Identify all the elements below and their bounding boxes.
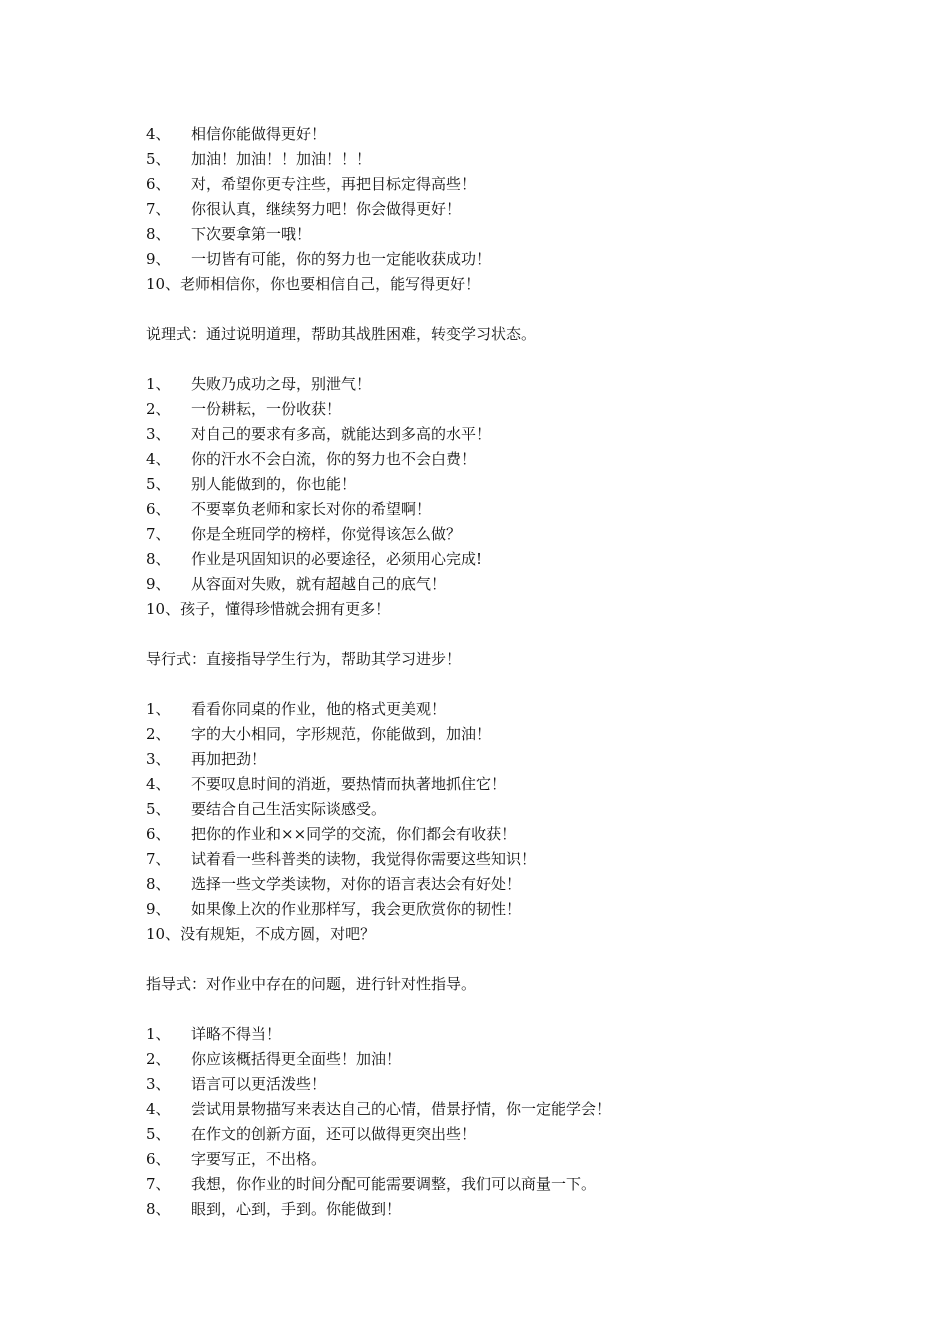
- item-number: 7、: [146, 850, 171, 868]
- item-number: 10、: [146, 600, 181, 618]
- list-item: [146, 1047, 846, 1072]
- item-text: 孩子，懂得珍惜就会拥有更多！: [180, 600, 391, 618]
- item-text: 语言可以更活泼些！: [191, 1075, 327, 1093]
- item-text: 别人能做到的，你也能！: [191, 475, 357, 493]
- item-text: 失败乃成功之母，别泄气！: [191, 375, 372, 393]
- item-number: 10、: [146, 925, 181, 943]
- item-number: 7、: [146, 525, 171, 543]
- spacer: [146, 622, 846, 647]
- item-number: 9、: [146, 575, 171, 593]
- list-item: [146, 272, 846, 297]
- item-number: 1、: [146, 375, 171, 393]
- item-text: 详略不得当！: [191, 1025, 282, 1043]
- item-number: 8、: [146, 1200, 171, 1218]
- list-item: [146, 222, 846, 247]
- item-number: 4、: [146, 1100, 171, 1118]
- list-item: [146, 472, 846, 497]
- list-item: [146, 397, 846, 422]
- item-text: 不要辜负老师和家长对你的希望啊！: [191, 500, 432, 518]
- item-text: 选择一些文学类读物，对你的语言表达会有好处！: [191, 875, 522, 893]
- item-number: 5、: [146, 1125, 171, 1143]
- comment-list-guiding: [146, 697, 846, 947]
- document-page: [146, 122, 846, 1222]
- list-item: [146, 897, 846, 922]
- list-item: [146, 1022, 846, 1047]
- item-text: 再加把劲！: [191, 750, 267, 768]
- item-text: 不要叹息时间的消逝，要热情而执著地抓住它！: [191, 775, 507, 793]
- section-heading-reasoning: 说理式：通过说明道理，帮助其战胜困难，转变学习状态。: [146, 325, 537, 343]
- list-item: [146, 1197, 846, 1222]
- list-item: [146, 547, 846, 572]
- item-text: 字要写正，不出格。: [191, 1150, 327, 1168]
- list-item: [146, 197, 846, 222]
- item-text: 从容面对失败，就有超越自己的底气！: [191, 575, 447, 593]
- item-text: 你应该概括得更全面些！加油！: [191, 1050, 402, 1068]
- spacer: [146, 672, 846, 697]
- spacer: [146, 947, 846, 972]
- spacer: [146, 297, 846, 322]
- comment-list-encouragement: [146, 122, 846, 297]
- section-heading-guiding: 导行式：直接指导学生行为，帮助其学习进步！: [146, 650, 462, 668]
- item-text: 没有规矩，不成方圆，对吧？: [180, 925, 376, 943]
- item-text: 作业是巩固知识的必要途径，必须用心完成!: [191, 550, 483, 568]
- list-item: [146, 172, 846, 197]
- item-text: 在作文的创新方面，还可以做得更突出些！: [191, 1125, 477, 1143]
- list-item: [146, 1122, 846, 1147]
- item-text: 一份耕耘，一份收获！: [191, 400, 342, 418]
- item-number: 3、: [146, 425, 171, 443]
- item-text: 相信你能做得更好！: [191, 125, 327, 143]
- item-text: 试着看一些科普类的读物，我觉得你需要这些知识！: [191, 850, 537, 868]
- list-item: [146, 847, 846, 872]
- list-item: [146, 1147, 846, 1172]
- list-item: [146, 247, 846, 272]
- item-number: 1、: [146, 700, 171, 718]
- item-number: 2、: [146, 725, 171, 743]
- list-item: [146, 1072, 846, 1097]
- item-text: 眼到，心到，手到。你能做到！: [191, 1200, 402, 1218]
- list-item: [146, 572, 846, 597]
- item-number: 8、: [146, 225, 171, 243]
- item-text: 把你的作业和××同学的交流，你们都会有收获！: [191, 825, 517, 843]
- item-number: 1、: [146, 1025, 171, 1043]
- item-text: 我想，你作业的时间分配可能需要调整，我们可以商量一下。: [191, 1175, 597, 1193]
- item-text: 对自己的要求有多高，就能达到多高的水平！: [191, 425, 492, 443]
- item-text: 你很认真，继续努力吧！你会做得更好！: [191, 200, 462, 218]
- item-number: 6、: [146, 1150, 171, 1168]
- item-number: 5、: [146, 800, 171, 818]
- item-text: 要结合自己生活实际谈感受。: [191, 800, 387, 818]
- item-text: 下次要拿第一哦！: [191, 225, 312, 243]
- list-item: [146, 147, 846, 172]
- list-item: [146, 422, 846, 447]
- item-text: 如果像上次的作业那样写，我会更欣赏你的韧性！: [191, 900, 522, 918]
- item-text: 你的汗水不会白流，你的努力也不会白费！: [191, 450, 477, 468]
- item-number: 10、: [146, 275, 181, 293]
- item-text: 你是全班同学的榜样，你觉得该怎么做？: [191, 525, 462, 543]
- item-number: 8、: [146, 550, 171, 568]
- item-number: 4、: [146, 450, 171, 468]
- item-number: 8、: [146, 875, 171, 893]
- comment-list-instruction: [146, 1022, 846, 1222]
- spacer: [146, 997, 846, 1022]
- item-number: 4、: [146, 775, 171, 793]
- list-item: [146, 122, 846, 147]
- item-number: 5、: [146, 475, 171, 493]
- list-item: [146, 797, 846, 822]
- list-item: [146, 522, 846, 547]
- list-item: [146, 497, 846, 522]
- list-item: [146, 822, 846, 847]
- spacer: [146, 347, 846, 372]
- comment-list-reasoning: [146, 372, 846, 622]
- list-item: [146, 697, 846, 722]
- item-number: 6、: [146, 175, 171, 193]
- item-number: 9、: [146, 900, 171, 918]
- item-number: 5、: [146, 150, 171, 168]
- list-item: [146, 872, 846, 897]
- item-text: 尝试用景物描写来表达自己的心情，借景抒情，你一定能学会！: [191, 1100, 612, 1118]
- section-heading-instruction: 指导式：对作业中存在的问题，进行针对性指导。: [146, 975, 477, 993]
- list-item: [146, 722, 846, 747]
- item-text: 加油！加油！！加油！！！: [191, 150, 372, 168]
- item-text: 老师相信你，你也要相信自己，能写得更好！: [180, 275, 481, 293]
- item-text: 字的大小相同，字形规范，你能做到，加油！: [191, 725, 492, 743]
- list-item: [146, 1097, 846, 1122]
- item-number: 3、: [146, 750, 171, 768]
- item-number: 7、: [146, 1175, 171, 1193]
- item-text: 看看你同桌的作业，他的格式更美观！: [191, 700, 447, 718]
- item-number: 9、: [146, 250, 171, 268]
- item-number: 6、: [146, 500, 171, 518]
- item-text: 一切皆有可能，你的努力也一定能收获成功！: [191, 250, 492, 268]
- list-item: [146, 772, 846, 797]
- item-number: 2、: [146, 400, 171, 418]
- item-number: 6、: [146, 825, 171, 843]
- item-number: 3、: [146, 1075, 171, 1093]
- list-item: [146, 747, 846, 772]
- list-item: [146, 447, 846, 472]
- list-item: [146, 597, 846, 622]
- item-number: 7、: [146, 200, 171, 218]
- item-number: 4、: [146, 125, 171, 143]
- list-item: [146, 922, 846, 947]
- item-number: 2、: [146, 1050, 171, 1068]
- list-item: [146, 1172, 846, 1197]
- item-text: 对，希望你更专注些，再把目标定得高些！: [191, 175, 477, 193]
- list-item: [146, 372, 846, 397]
